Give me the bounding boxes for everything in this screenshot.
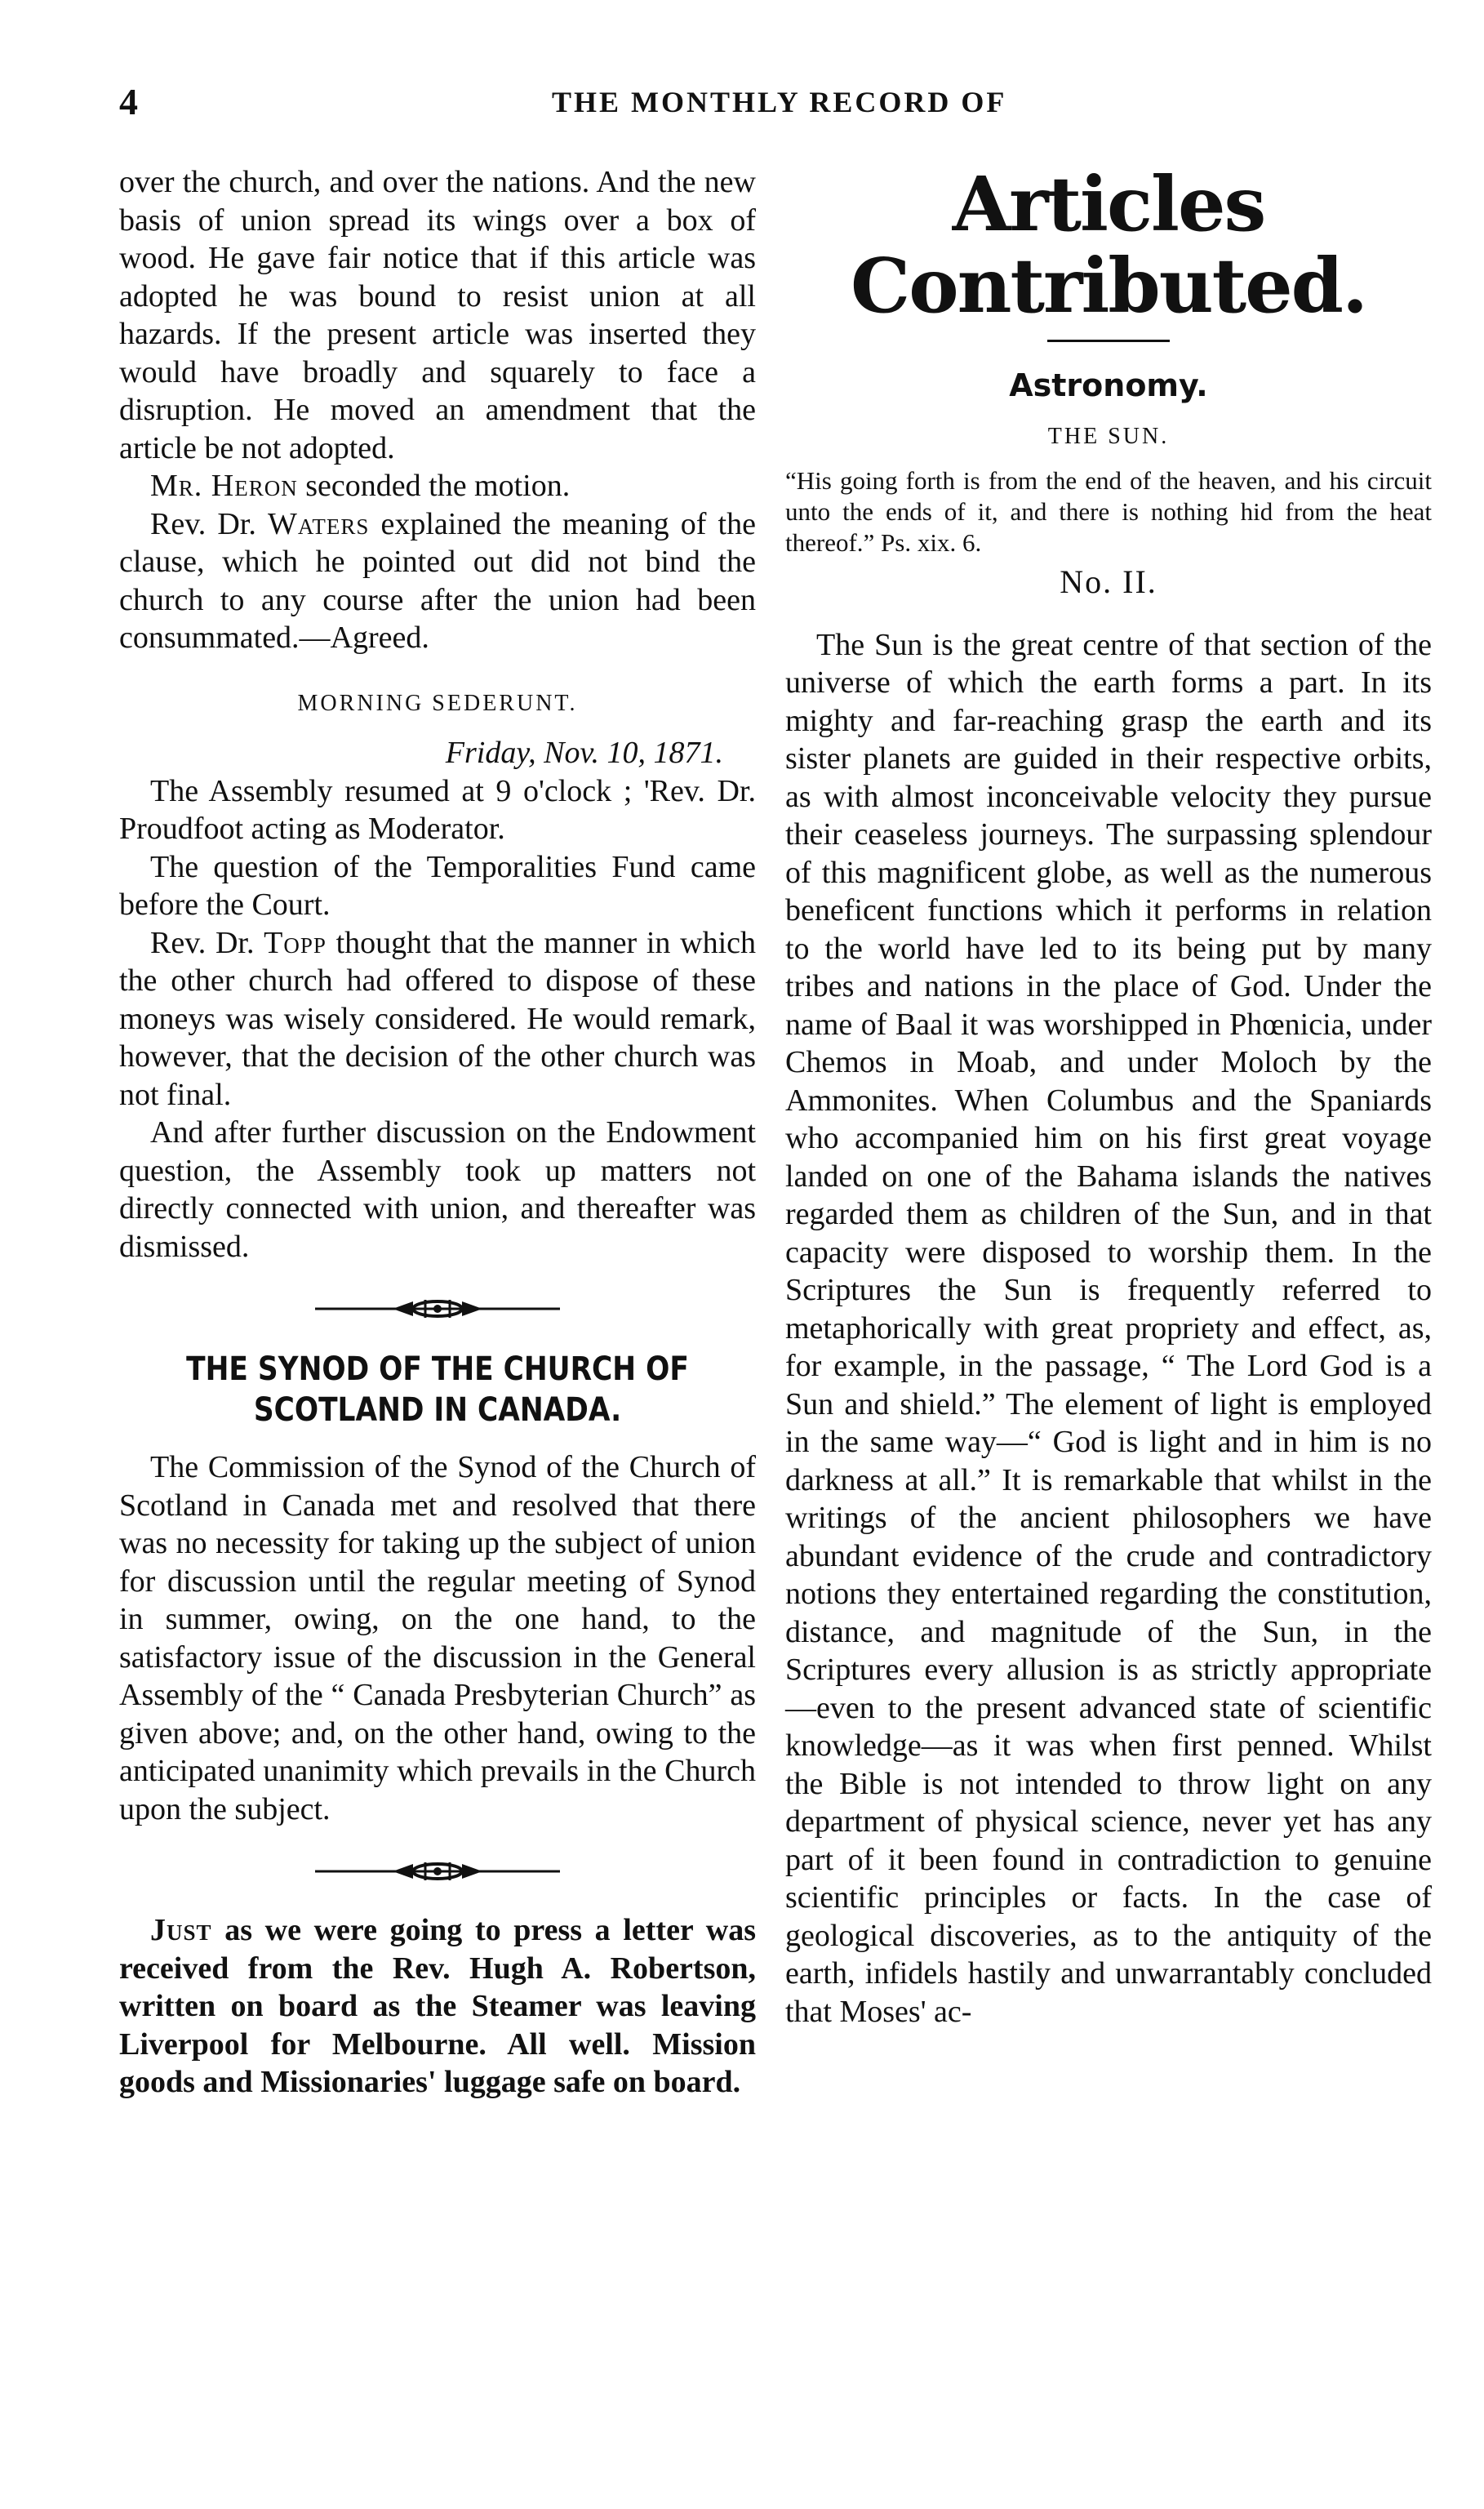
left-column [119, 163, 756, 2102]
waters-paragraph [119, 505, 756, 657]
article-body: The Sun is the great centre of that section of the universe of which the earth forms a part. In its mighty and far-reaching grasp the earth and its sister planets are guided in their respective orbits, as with almost inconceivable velocity they pursue their ceaseless journeys. The surpassing splendour of this magnificent globe, as well as the numerous beneficent functions which it performs in relation to the world have led to its being put by many tribes and nations in the place of God. Under the name of Baal it was worshipped in Phœnicia, under Chemos in Moab, and under Moloch by the Ammonites. When Columbus and the Spaniards who accompanied him on his first great voyage landed on one of the Bahama islands the natives regarded them as children of the Sun, and in that capacity were disposed to worship them. In the Scriptures the Sun is frequently referred to metaphorically with great propriety and effect, as, for example, in the passage, “ The Lord God is a Sun and shield.” The element of light is employed in the same way—“ God is light and in him is no darkness at all.” It is remarkable that whilst in the writings of the ancient philosophers we have abundant evidence of the crude and contradictory notions they entertained regarding the constitution, distance, and magnitude of the Sun, in the Scriptures every allusion is as strictly appropriate —even to the present advanced state of scientific knowledge—as it was when first penned. Whilst the Bible is not intended to throw light on any department of physical science, never yet has any part of it been found in contradiction to genuine scientific principles or facts. In the case of geological discoveries, as to the antiquity of the earth, infidels hastily and unwarrantably concluded that Moses' ac- [785, 627, 1432, 2029]
continued-paragraph: over the church, and over the nations. And the new basis of union spread its wings over a box of wood. He gave fair notice that if this article was adopted he was bound to resist union at all hazards. If the present article was inserted they would have broadly and squarely to face a disruption. He moved an amendment that the article be not adopted. [119, 165, 756, 465]
waters-text: explained the meaning of the clause, which he pointed out did not bind the church to any course after the union had been consummated.—Agreed. [119, 506, 756, 655]
section-title: Articles Contributed. [851, 160, 1366, 330]
topp-paragraph [119, 924, 756, 1114]
page-number: 4 [119, 81, 138, 122]
title-rule [1047, 340, 1170, 342]
speaker-heron: Mr. Heron [150, 469, 298, 503]
assembly-resumed-paragraph: The Assembly resumed at 9 o'clock ; 'Rev. Dr. Proudfoot acting as Moderator. [119, 773, 756, 846]
press-text: as we were going to press a letter was received from the Rev. Hugh A. Robertson, written on board as the Steamer was leaving Liverpool for Melbourne. All well. Mission goods and Missionaries' luggage safe on board. [119, 1913, 756, 2099]
synod-heading: THE SYNOD OF THE CHURCH OF SCOTLAND IN CANADA. [186, 1350, 689, 1429]
ornament-divider-2 [119, 1861, 756, 1882]
topp-text: thought that the manner in which the other church had offered to dispose of these moneys was wisely considered. He would remark, however, that the decision of the other church was not final. [119, 925, 757, 1112]
ornament-icon [315, 1861, 560, 1882]
article-subtitle: THE SUN. [1047, 423, 1170, 449]
topp-prefix: Rev. Dr. [150, 925, 264, 960]
sederunt-heading: MORNING SEDERUNT. [297, 690, 578, 716]
press-news-paragraph [119, 1911, 756, 2102]
epigraph: “His going forth is from the end of the heaven, and his circuit unto the ends of it, and there is nothing hid from the heat thereof.” Ps. xix. 6. [785, 466, 1432, 557]
page-header [119, 80, 1442, 129]
synod-paragraph: The Commission of the Synod of the Church of Scotland in Canada met and resolved that there was no necessity for taking up the subject of union for discussion until the regular meeting of Synod in summer, owing, on the one hand, to the satisfactory issue of the discussion in the General Assembly of the “ Canada Presbyterian Church” as given above; and, on the other hand, owing to the anticipated unanimity which prevails in the Church upon the subject. [119, 1450, 756, 1826]
ornament-divider [119, 1298, 756, 1319]
speaker-waters: Waters [267, 506, 370, 541]
article-title: Astronomy. [1009, 367, 1208, 403]
article-number: No. II. [1060, 563, 1157, 600]
ornament-icon [315, 1298, 560, 1319]
waters-prefix: Rev. Dr. [150, 506, 268, 541]
press-lead: Just [150, 1913, 212, 1947]
right-column [785, 160, 1432, 2031]
heron-paragraph [119, 467, 756, 505]
temporalities-paragraph: The question of the Temporalities Fund came before the Court. [119, 849, 756, 922]
running-head: THE MONTHLY RECORD OF [552, 86, 1007, 118]
heron-text: seconded the motion. [297, 469, 571, 503]
dismissed-paragraph: And after further discussion on the Endowment question, the Assembly took up matters not directly connected with union, and thereafter was dismissed. [119, 1115, 756, 1264]
speaker-topp: Topp [264, 925, 327, 960]
dateline: Friday, Nov. 10, 1871. [445, 736, 723, 770]
